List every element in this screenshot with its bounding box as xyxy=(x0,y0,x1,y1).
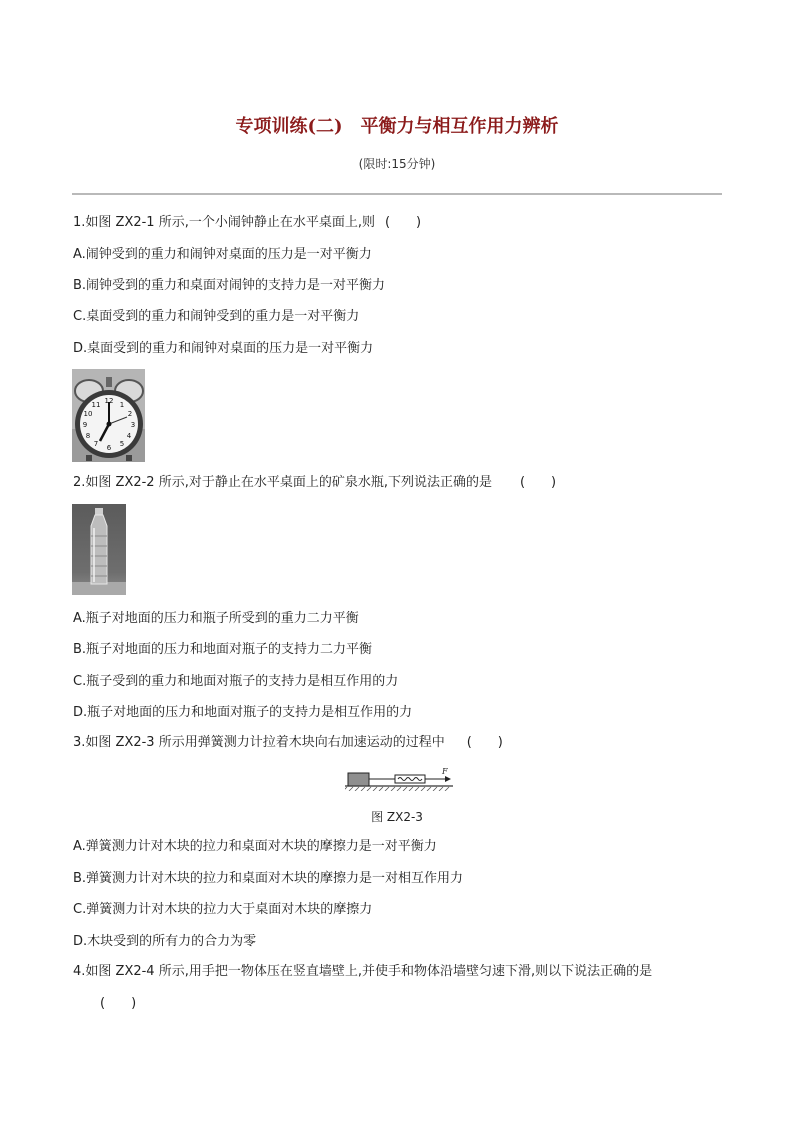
q3-option-a: A.弹簧测力计对木块的拉力和桌面对木块的摩擦力是一对平衡力 xyxy=(73,839,437,854)
alarm-clock-photo xyxy=(72,369,145,462)
svg-text:3: 3 xyxy=(130,421,136,429)
answer-blank: ( ) xyxy=(384,215,422,230)
question-4-stem: 4.如图 ZX2-4 所示,用手把一物体压在竖直墙壁上,并使手和物体沿墙壁匀速下滑,则以下说法正确的是 xyxy=(73,964,653,979)
answer-blank: ( ) xyxy=(466,735,503,750)
spring-scale-diagram xyxy=(345,765,453,791)
svg-text:5: 5 xyxy=(119,440,125,448)
q1-option-b: B.闹钟受到的重力和桌面对闹钟的支持力是一对平衡力 xyxy=(73,278,386,293)
page-title: 专项训练(二) 平衡力与相互作用力辨析 xyxy=(235,116,559,137)
svg-text:9: 9 xyxy=(82,421,88,429)
question-3-stem: 3.如图 ZX2-3 所示用弹簧测力计拉着木块向右加速运动的过程中 ( ) xyxy=(73,735,503,750)
svg-text:6: 6 xyxy=(106,444,112,452)
q2-option-d: D.瓶子对地面的压力和地面对瓶子的支持力是相互作用的力 xyxy=(73,705,413,720)
svg-text:2: 2 xyxy=(127,410,133,418)
q1-option-c: C.桌面受到的重力和闹钟受到的重力是一对平衡力 xyxy=(73,309,360,324)
q2-option-a: A.瓶子对地面的压力和瓶子所受到的重力二力平衡 xyxy=(73,611,359,626)
svg-text:4: 4 xyxy=(126,432,132,440)
water-bottle-photo xyxy=(72,504,126,595)
q3-option-b: B.弹簧测力计对木块的拉力和桌面对木块的摩擦力是一对相互作用力 xyxy=(73,871,464,886)
q1-option-a: A.闹钟受到的重力和闹钟对桌面的压力是一对平衡力 xyxy=(73,247,372,262)
svg-text:12: 12 xyxy=(104,397,114,405)
svg-text:7: 7 xyxy=(93,440,99,448)
answer-blank: ( ) xyxy=(519,475,557,490)
q2-option-b: B.瓶子对地面的压力和地面对瓶子的支持力二力平衡 xyxy=(73,642,373,657)
q1-option-d: D.桌面受到的重力和闹钟对桌面的压力是一对平衡力 xyxy=(73,341,374,356)
svg-text:11: 11 xyxy=(91,401,101,409)
svg-text:10: 10 xyxy=(83,410,93,418)
figure-caption: 图 ZX2-3 xyxy=(371,810,423,824)
svg-text:8: 8 xyxy=(85,432,91,440)
q3-option-c: C.弹簧测力计对木块的拉力大于桌面对木块的摩擦力 xyxy=(73,902,373,917)
svg-text:1: 1 xyxy=(119,401,125,409)
time-limit: (限时:15分钟) xyxy=(358,157,436,171)
question-2-stem: 2.如图 ZX2-2 所示,对于静止在水平桌面上的矿泉水瓶,下列说法正确的是 ( ) xyxy=(73,475,557,490)
answer-blank: ( ) xyxy=(100,996,137,1011)
force-label: F xyxy=(442,767,448,776)
q2-option-c: C.瓶子受到的重力和地面对瓶子的支持力是相互作用的力 xyxy=(73,674,399,689)
q3-option-d: D.木块受到的所有力的合力为零 xyxy=(73,934,257,949)
question-1-stem: 1.如图 ZX2-1 所示,一个小闹钟静止在水平桌面上,则 ( ) xyxy=(73,215,422,230)
header-divider xyxy=(72,193,722,195)
